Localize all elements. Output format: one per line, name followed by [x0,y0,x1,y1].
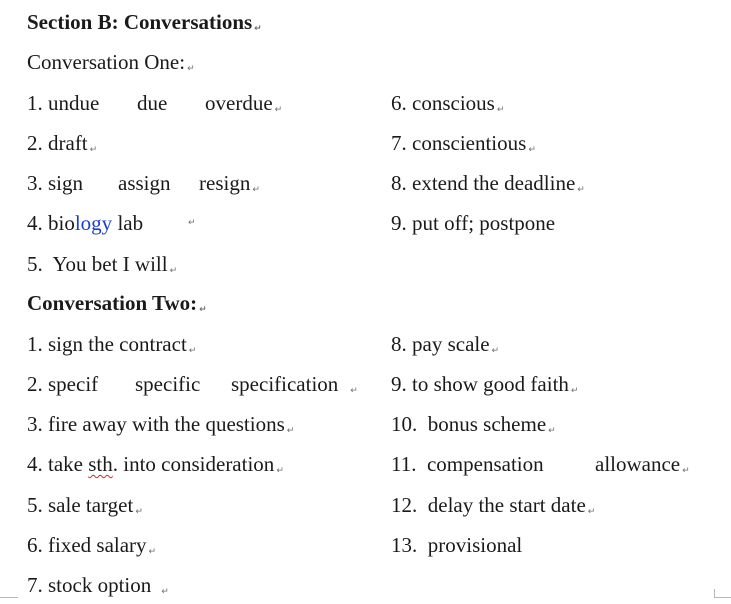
list-item: 1. sign the contract ↵ [27,332,197,356]
list-item: 8. extend the deadline ↵ [391,171,585,195]
paragraph-mark-icon: ↵ [89,145,98,155]
paragraph-mark-icon: ↵ [528,145,536,155]
list-item: 6. fixed salary ↵ [27,533,157,557]
paragraph-mark-icon: ↵ [682,466,690,476]
paragraph-mark-icon: ↵ [587,507,596,517]
list-item: 1. undue due overdue ↵ [27,91,283,115]
paragraph-mark-icon: ↵ [491,346,500,356]
list-item: 2. draft ↵ [27,131,98,155]
paragraph-mark-icon: ↵ [148,547,157,557]
list-item: 11. compensation allowance ↵ [391,452,690,476]
highlighted-text: logy [74,211,113,235]
paragraph-mark-icon: ↵ [286,426,295,436]
list-item: 4. biology lab ↵ [27,211,196,235]
list-item: 13. provisional [391,533,523,557]
paragraph-mark-icon: ↵ [187,64,195,74]
list-item: 2. specif specific specification ↵ [27,372,358,396]
paragraph-mark-icon: ↵ [276,466,284,476]
section-title: Section B: Conversations ↵ [27,10,262,34]
spellcheck-underlined-text: sth [88,452,113,476]
paragraph-mark-icon: ↵ [169,266,178,276]
paragraph-mark-icon: ↵ [161,587,169,597]
list-item: 6. conscious ↵ [391,91,505,115]
paragraph-mark-icon: ↵ [188,218,196,228]
paragraph-mark-icon: ↵ [548,426,556,436]
paragraph-mark-icon: ↵ [199,305,207,315]
paragraph-mark-icon: ↵ [350,386,358,396]
list-item: 10. bonus scheme ↵ [391,412,556,436]
paragraph-mark-icon: ↵ [252,185,260,195]
margin-corner-mark [714,589,715,598]
conversation-one-heading: Conversation One: ↵ [27,50,195,74]
paragraph-mark-icon: ↵ [577,185,585,195]
list-item: 12. delay the start date ↵ [391,493,596,517]
list-item: 5. sale target ↵ [27,493,143,517]
list-item: 9. put off; postpone [391,211,556,235]
paragraph-mark-icon: ↵ [496,105,505,115]
paragraph-mark-icon: ↵ [188,346,197,356]
conversation-two-heading: Conversation Two: ↵ [27,291,207,315]
list-item: 3. sign assign resign ↵ [27,171,260,195]
list-item: 3. fire away with the questions ↵ [27,412,295,436]
paragraph-mark-icon: ↵ [274,105,283,115]
list-item: 4. take sth. into consideration ↵ [27,452,284,476]
list-item: 5. You bet I will ↵ [27,252,178,276]
list-item: 8. pay scale ↵ [391,332,500,356]
list-item: 7. conscientious ↵ [391,131,536,155]
paragraph-mark-icon: ↵ [135,507,143,517]
margin-corner-mark [0,597,18,598]
margin-corner-mark [714,597,731,598]
list-item: 7. stock option ↵ [27,573,169,597]
list-item: 9. to show good faith ↵ [391,372,579,396]
paragraph-mark-icon: ↵ [254,24,262,34]
paragraph-mark-icon: ↵ [570,386,579,396]
